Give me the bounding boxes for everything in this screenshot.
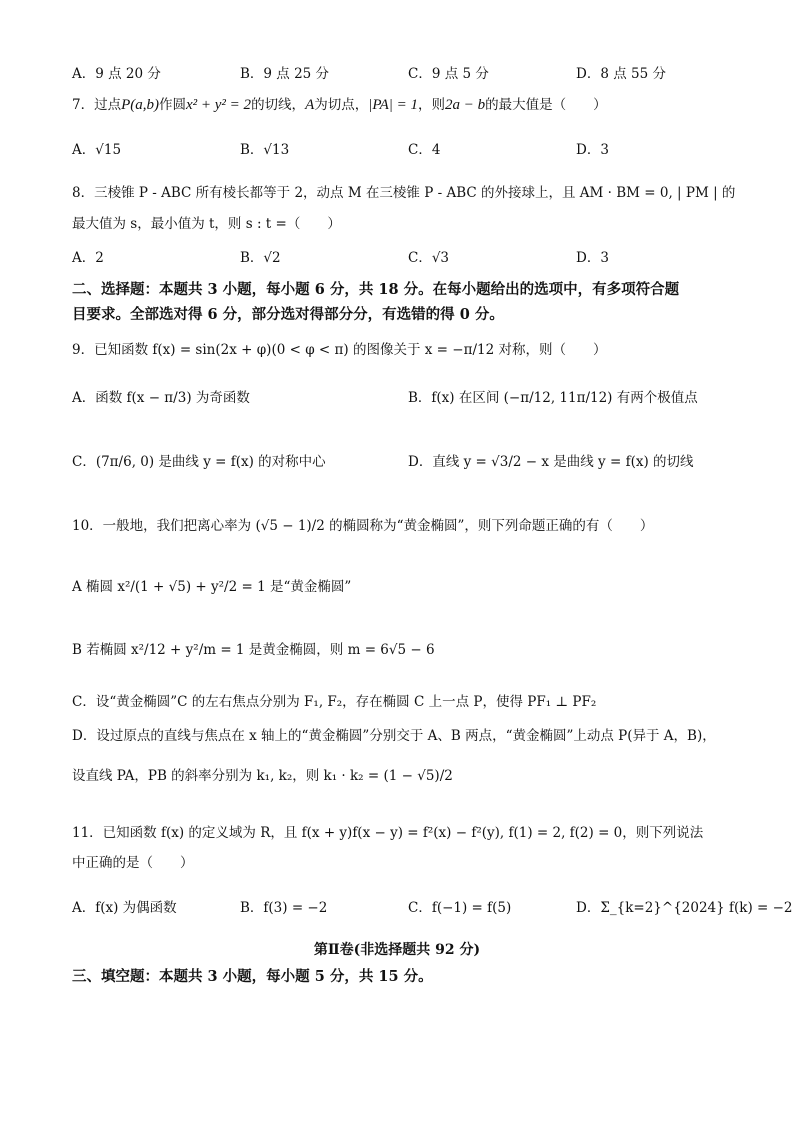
q7-text: 的切线，	[251, 97, 306, 113]
q7-text: 的最大值是（ ）	[485, 97, 607, 113]
q8-option-c: C．√3	[408, 250, 450, 266]
q7-text: 为切点，	[314, 97, 369, 113]
q8-stem-line1: 8．三棱锥 P - ABC 所有棱长都等于 2，动点 M 在三棱锥 P - ABC 的外接球上，且 AM · BM = 0, | PM | 的	[72, 185, 736, 201]
q7-math: |PA| = 1	[368, 97, 418, 113]
q7-option-b: B．√13	[240, 142, 290, 158]
q10-option-d-line1: D．设过原点的直线与焦点在 x 轴上的“黄金椭圆”分别交于 A、B 两点，“黄金椭圆”上动点 P(异于 A，B)，	[72, 728, 716, 744]
q8-stem-line2: 最大值为 s，最小值为 t，则 s : t =（ ）	[72, 216, 341, 232]
section2-heading-line2: 目要求。全部选对得 6 分，部分选对得部分分，有选错的得 0 分。	[72, 306, 504, 323]
q7-math: P(a,b)	[121, 97, 159, 113]
section3-heading: 三、填空题：本题共 3 小题，每小题 5 分，共 15 分。	[72, 968, 433, 985]
q6-option-a: A．9 点 20 分	[72, 66, 161, 82]
q9-option-c: C．(7π/6, 0) 是曲线 y = f(x) 的对称中心	[72, 454, 326, 470]
q6-option-c: C．9 点 5 分	[408, 66, 489, 82]
part2-title: 第Ⅱ卷(非选择题共 92 分)	[313, 942, 481, 958]
q11-stem-line2: 中正确的是（ ）	[72, 855, 194, 871]
q6-option-d: D．8 点 55 分	[576, 66, 666, 82]
q9-option-d: D．直线 y = √3/2 − x 是曲线 y = f(x) 的切线	[408, 454, 694, 470]
q8-option-b: B．√2	[240, 250, 281, 266]
q7-text: ，则	[418, 97, 445, 113]
q9-option-b: B．f(x) 在区间 (−π/12, 11π/12) 有两个极值点	[408, 390, 698, 406]
q11-option-a: A．f(x) 为偶函数	[72, 900, 177, 916]
q9-option-a: A．函数 f(x − π/3) 为奇函数	[72, 390, 250, 406]
q10-option-a: A 椭圆 x²/(1 + √5) + y²/2 = 1 是“黄金椭圆”	[72, 579, 352, 595]
q7-option-c: C．4	[408, 142, 441, 158]
q7-option-a: A．√15	[72, 142, 122, 158]
q10-option-d-line2: 设直线 PA，PB 的斜率分别为 k₁, k₂，则 k₁ · k₂ = (1 − √5)/2	[72, 768, 453, 784]
q11-option-c: C．f(−1) = f(5)	[408, 900, 512, 916]
section2-heading-line1: 二、选择题：本题共 3 小题，每小题 6 分，共 18 分。在每小题给出的选项中，有多项符合题	[72, 281, 680, 298]
q10-option-b: B 若椭圆 x²/12 + y²/m = 1 是黄金椭圆，则 m = 6√5 − 6	[72, 642, 435, 658]
q10-stem: 10．一般地，我们把离心率为 (√5 − 1)/2 的椭圆称为“黄金椭圆”，则下列命题正确的有（ ）	[72, 518, 654, 534]
q11-stem-line1: 11．已知函数 f(x) 的定义域为 R，且 f(x + y)f(x − y) = f²(x) − f²(y), f(1) = 2, f(2) = 0，则下列说法	[72, 825, 704, 841]
q11-option-d: D．Σ_{k=2}^{2024} f(k) = −2	[576, 900, 793, 916]
q7-stem	[72, 95, 607, 115]
q7-text: 作圆	[159, 97, 186, 113]
q11-option-b: B．f(3) = −2	[240, 900, 328, 916]
q7-math: 2a − b	[445, 97, 486, 113]
q8-option-a: A．2	[72, 250, 104, 266]
q7-text: 7．过点	[72, 97, 122, 113]
q7-option-d: D．3	[576, 142, 609, 158]
q8-option-d: D．3	[576, 250, 609, 266]
q6-option-b: B．9 点 25 分	[240, 66, 330, 82]
q10-option-c: C．设“黄金椭圆”C 的左右焦点分别为 F₁, F₂，存在椭圆 C 上一点 P，使得 PF₁ ⊥ PF₂	[72, 694, 597, 710]
q7-math: A	[305, 97, 315, 113]
q7-math: x² + y² = 2	[186, 97, 252, 113]
q9-stem: 9．已知函数 f(x) = sin(2x + φ)(0 < φ < π) 的图像关于 x = −π/12 对称，则（ ）	[72, 342, 607, 358]
